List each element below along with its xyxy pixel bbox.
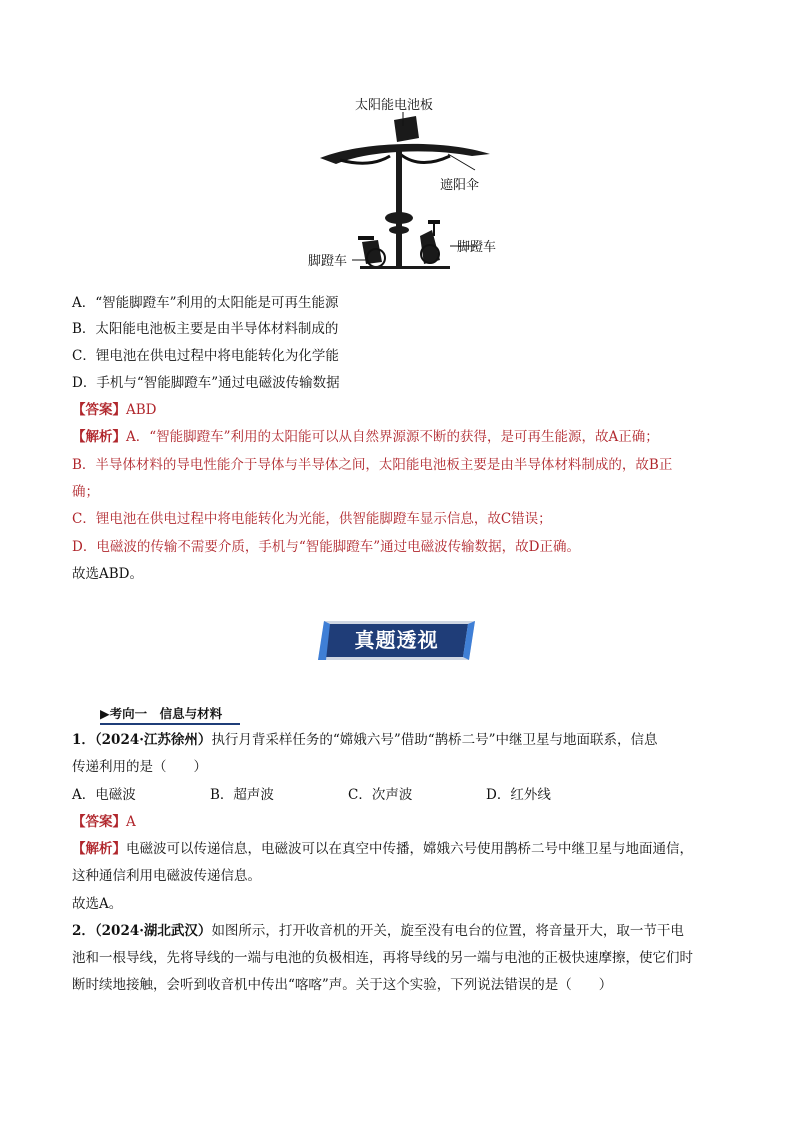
q2-number: 2． <box>72 923 95 939</box>
label-parasol: 遮阳伞 <box>440 178 480 193</box>
section-heading: ▶考向一 信息与材料 <box>100 706 223 721</box>
q1-options <box>72 786 551 804</box>
option-c: C．锂电池在供电过程中将电能转化为化学能 <box>72 348 339 364</box>
q1-number: 1． <box>72 732 95 748</box>
q1-analysis-line-2: 这种通信利用电磁波传递信息。 <box>72 868 261 884</box>
option-d: D．手机与“智能脚蹬车”通过电磁波传输数据 <box>72 375 340 391</box>
q1-option-a: A．电磁波 <box>72 787 136 803</box>
smart-pedal-bike-figure <box>300 90 530 280</box>
analysis-line-2: B．半导体材料的导电性能介于导体与半导体之间，太阳能电池板主要是由半导体材料制成的，故B正 <box>72 457 673 473</box>
q1-answer-tag: 【答案】 <box>72 814 126 830</box>
q1-option-c: C．次声波 <box>348 787 413 803</box>
q2-source: （2024·湖北武汉） <box>94 923 212 939</box>
q2-stem-text: 如图所示，打开收音机的开关，旋至没有电台的位置，将音量开大，取一节干电 <box>211 923 684 939</box>
analysis-line-4: C．锂电池在供电过程中将电能转化为光能，供智能脚蹬车显示信息，故C错误； <box>72 511 552 527</box>
answer-value: ABD <box>126 402 157 418</box>
analysis-line-5: D．电磁波的传输不需要介质，手机与“智能脚蹬车”通过电磁波传输数据，故D正确。 <box>72 539 580 555</box>
q1-option-d: D．红外线 <box>486 787 551 803</box>
analysis-tag: 【解析】 <box>72 429 126 445</box>
q1-stem-line-2: 传递利用的是（ ） <box>72 759 207 775</box>
option-b: B．太阳能电池板主要是由半导体材料制成的 <box>72 321 339 337</box>
q1-conclusion: 故选A。 <box>72 896 123 912</box>
q2-stem-line-2: 池和一根导线，先将导线的一端与电池的负极相连，再将导线的另一端与电池的正极快速摩擦，使它们时 <box>72 950 693 966</box>
label-pedal-bike-left: 脚蹬车 <box>308 254 348 269</box>
q1-analysis-text: 电磁波可以传递信息，电磁波可以在真空中传播，嫦娥六号使用鹊桥二号中继卫星与地面通信， <box>126 841 693 857</box>
answer-line <box>72 401 157 419</box>
analysis-line-3: 确； <box>72 484 99 500</box>
section-banner <box>318 619 475 662</box>
q1-source: （2024·江苏徐州） <box>94 732 212 748</box>
q1-stem-text: 执行月背采样任务的“嫦娥六号”借助“鹊桥二号”中继卫星与地面联系，信息 <box>211 732 658 748</box>
option-a: A．“智能脚蹬车”利用的太阳能是可再生能源 <box>72 295 339 311</box>
conclusion-line: 故选ABD。 <box>72 566 143 582</box>
q1-analysis-line-1 <box>72 840 693 858</box>
q1-analysis-tag: 【解析】 <box>72 841 126 857</box>
q1-stem-line-1 <box>72 731 658 749</box>
q1-answer-value: A <box>126 814 136 830</box>
q1-answer-line <box>72 813 136 831</box>
label-solar-panel: 太阳能电池板 <box>355 98 434 113</box>
q1-option-b: B．超声波 <box>210 787 274 803</box>
analysis-text: A．“智能脚蹬车”利用的太阳能可以从自然界源源不断的获得，是可再生能源，故A正确； <box>126 429 659 445</box>
q2-stem-line-3: 断时续地接触，会听到收音机中传出“喀喀”声。关于这个实验，下列说法错误的是（ ） <box>72 977 613 993</box>
answer-tag: 【答案】 <box>72 402 126 418</box>
q2-stem-line-1 <box>72 922 684 940</box>
label-pedal-bike-right: 脚蹬车 <box>457 240 497 255</box>
analysis-line-1 <box>72 428 659 446</box>
banner-title: 真题透视 <box>354 628 439 652</box>
section-underline <box>100 723 240 725</box>
